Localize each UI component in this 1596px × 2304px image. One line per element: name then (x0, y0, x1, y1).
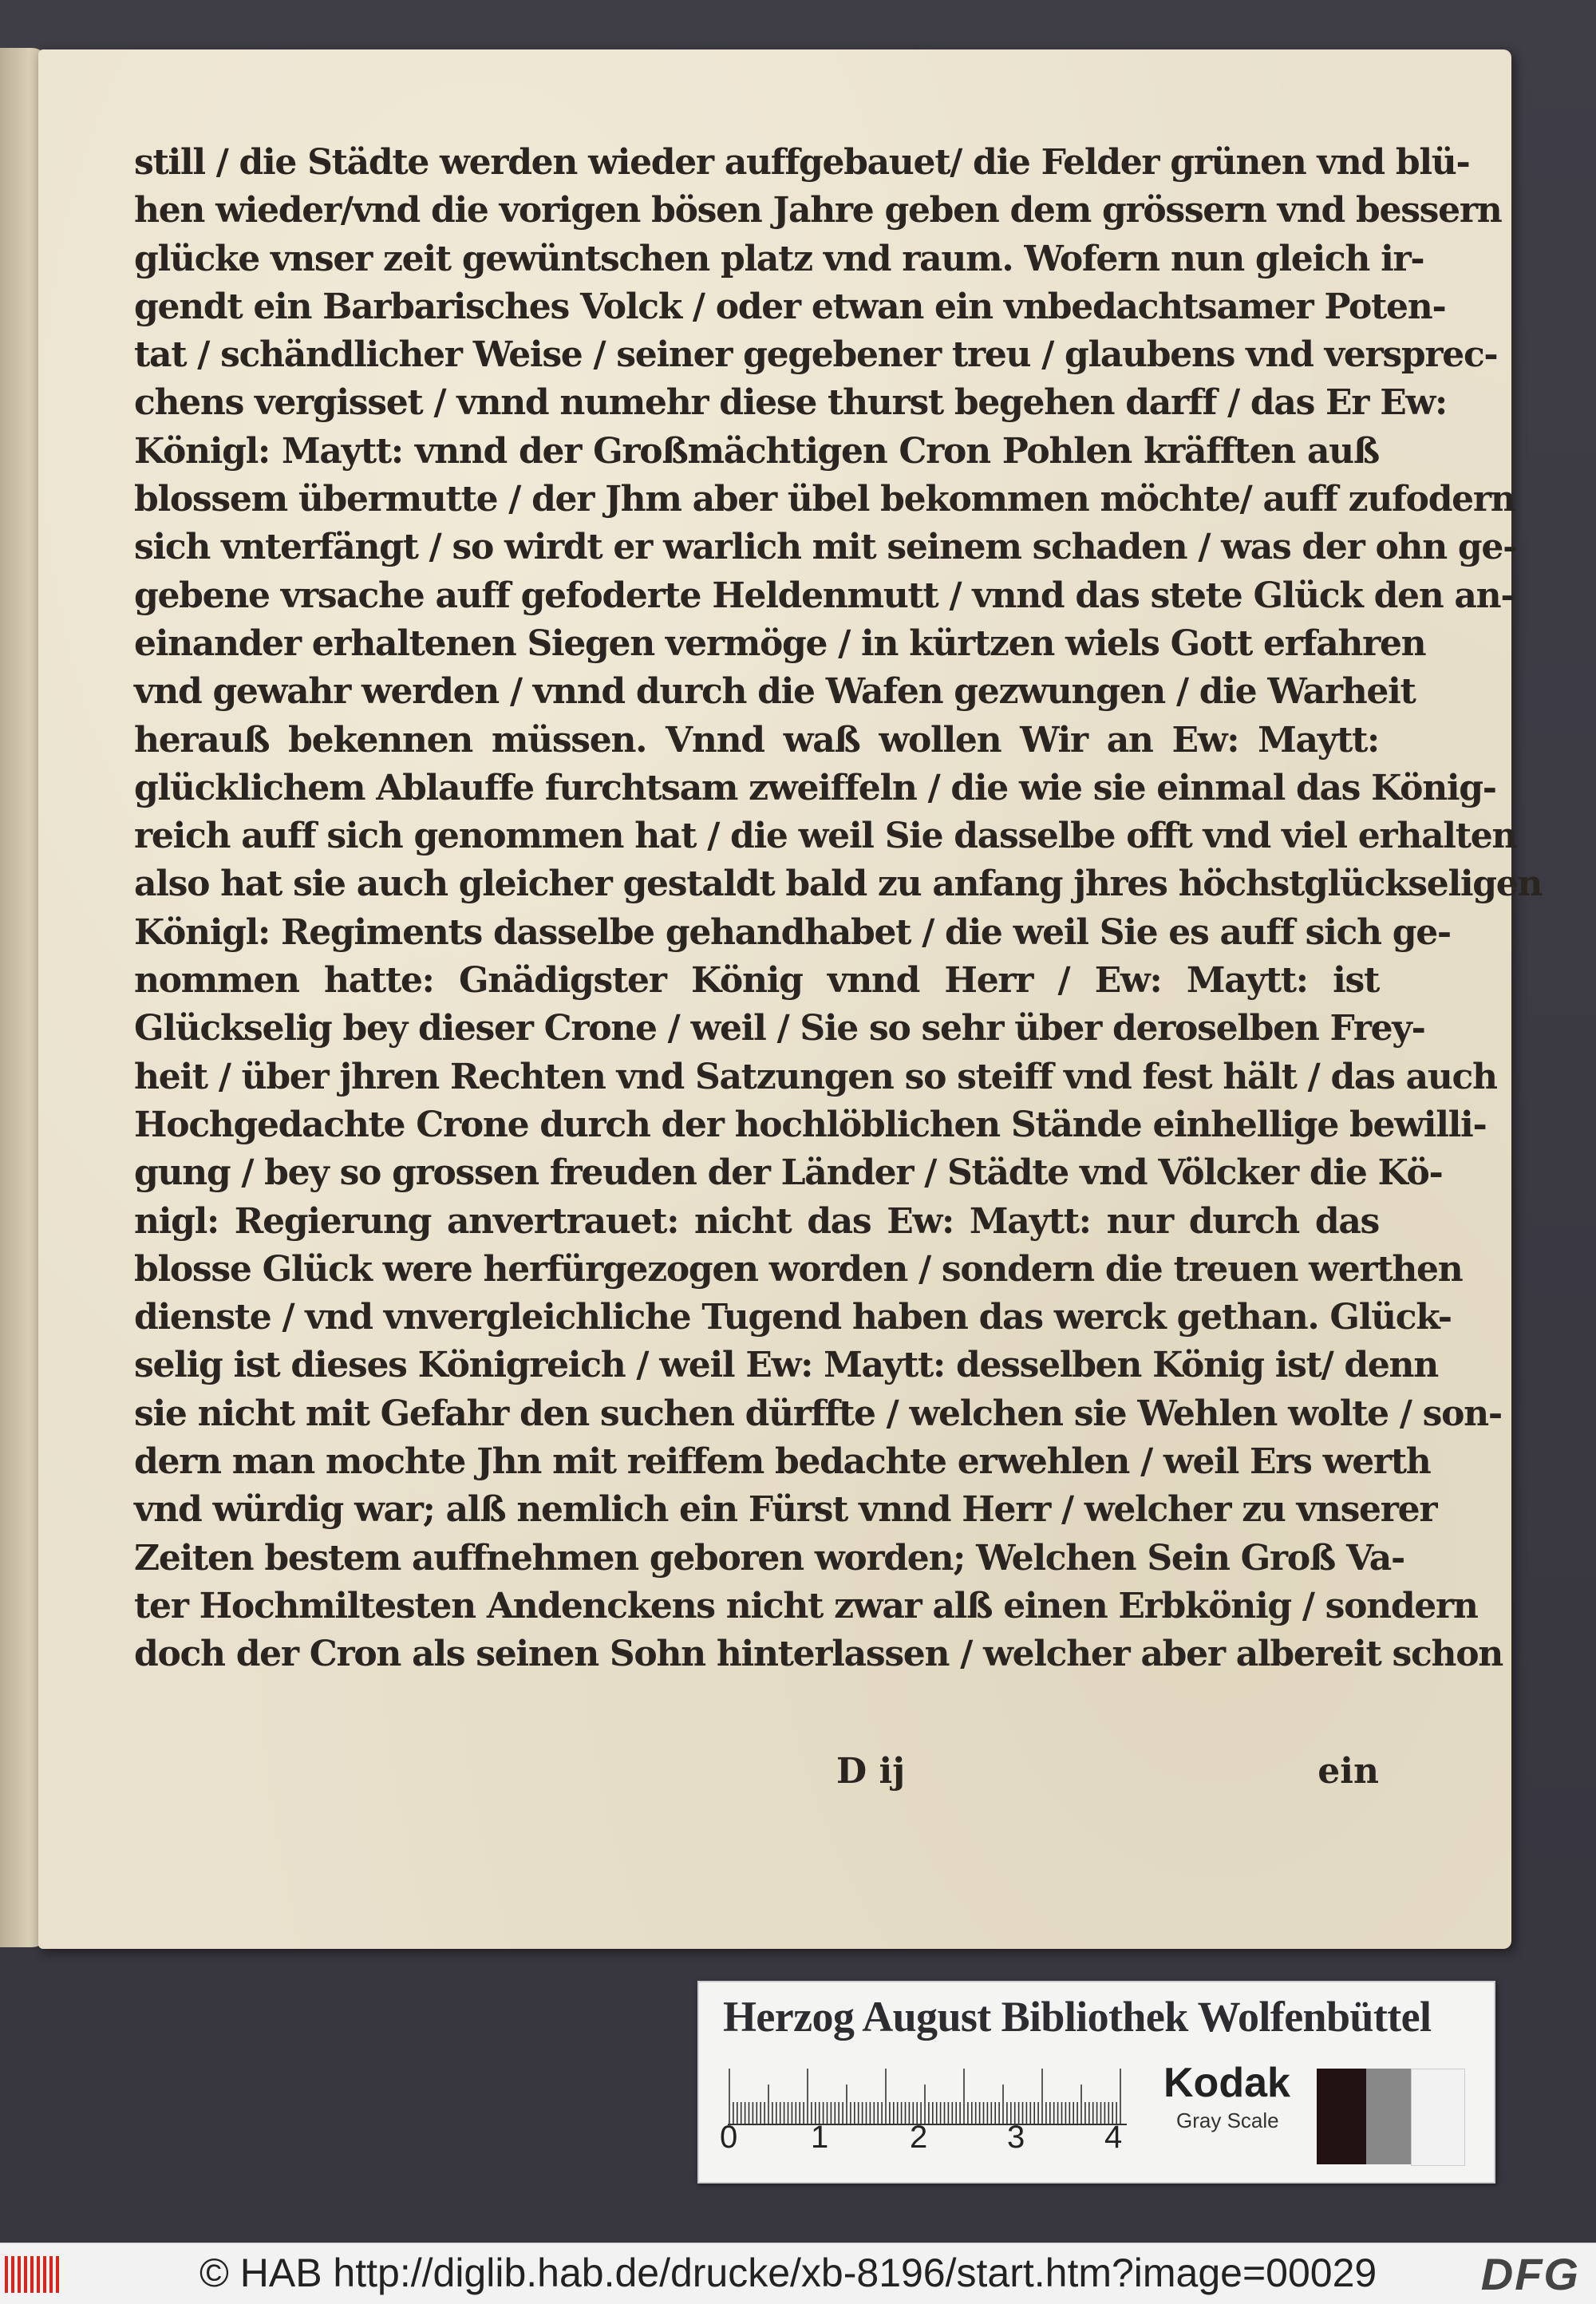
text-line: dern man mochte Jhn mit reiffem bedachte erwehlen / weil Ers werth (134, 1441, 1431, 1483)
footer-bar (0, 2243, 1596, 2304)
text-line: sich vnterfängt / so wirdt er warlich mit seinem schaden / was der ohn ge- (134, 527, 1517, 568)
text-line: reich auff sich genommen hat / die weil Sie dasselbe offt vnd viel erhalten (134, 816, 1517, 857)
text-line: Hochgedachte Crone durch der hochlöblichen Stände einhellige bewilli- (134, 1104, 1487, 1145)
copyright-url[interactable]: © HAB http://diglib.hab.de/drucke/xb-8196/start.htm?image=00029 (200, 2251, 1377, 2295)
text-line: still / die Städte werden wieder auffgebauet/ die Felder grünen vnd blü- (134, 142, 1470, 183)
text-line: einander erhaltenen Siegen vermöge / in kürtzen wiels Gott erfahren (134, 622, 1426, 664)
text-line: blossem übermutte / der Jhm aber übel bekommen möchte/ auff zufodern (134, 479, 1515, 520)
calibration-card (697, 1981, 1495, 2183)
gray-swatch-light (1411, 2069, 1465, 2166)
text-line: ter Hochmiltesten Andenckens nicht zwar alß einen Erbkönig / sondern (134, 1585, 1478, 1626)
gray-swatch-mid (1366, 2069, 1411, 2164)
signature-mark: D ij (836, 1751, 906, 1792)
ruler-number: 3 (1007, 2120, 1025, 2155)
ruler-number: 1 (811, 2120, 829, 2155)
kodak-brand: Kodak (1163, 2060, 1290, 2106)
text-line: gebene vrsache auff gefoderte Heldenmutt / vnnd das stete Glück den an- (134, 575, 1515, 616)
text-line: gendt ein Barbarisches Volck / oder etwan ein vnbedachtsamer Poten- (134, 286, 1446, 327)
page-text (134, 139, 1543, 1679)
text-line: doch der Cron als seinen Sohn hinterlassen / welcher aber albereit schon (134, 1634, 1503, 1675)
gray-swatch-dark (1317, 2069, 1366, 2164)
text-line: tat / schändlicher Weise / seiner gegebener treu / glaubens vnd versprec- (134, 334, 1498, 376)
page-footer-line (134, 1751, 1379, 1799)
catchword: ein (1317, 1751, 1379, 1792)
text-line: also hat sie auch gleicher gestaldt bald zu anfang jhres höchstglückseligen (134, 864, 1543, 905)
text-line: sie nicht mit Gefahr den suchen dürffte / welchen sie Wehlen wolte / son- (134, 1393, 1502, 1434)
text-line: dienste / vnd vnvergleichliche Tugend haben das werck gethan. Glück- (134, 1297, 1452, 1338)
ruler-number: 4 (1104, 2120, 1123, 2155)
ruler-scale (728, 2062, 1127, 2126)
text-line: heit / über jhren Rechten vnd Satzungen so steiff vnd fest hält / das auch (134, 1056, 1497, 1097)
text-line: hen wieder/vnd die vorigen bösen Jahre geben dem grössern vnd bessern (134, 190, 1502, 231)
text-line: Königl: Regiments dasselbe gehandhabet / die weil Sie es auff sich ge- (134, 911, 1451, 953)
ruler-number: 2 (910, 2120, 928, 2155)
text-line: vnd würdig war; alß nemlich ein Fürst vnnd Herr / welcher zu vnserer (134, 1489, 1437, 1531)
text-line: nommen hatte: Gnädigster König vnnd Herr / Ew: Maytt: ist (134, 960, 1379, 1002)
text-line: glücklichem Ablauffe furchtsam zweiffeln / die wie sie einmal das König- (134, 767, 1496, 808)
text-line: herauß bekennen müssen. Vnnd waß wollen Wir an Ew: Maytt: (134, 719, 1379, 761)
ruler-number: 0 (720, 2120, 738, 2155)
text-line: selig ist dieses Königreich / weil Ew: Maytt: desselben König ist/ denn (134, 1345, 1438, 1386)
text-line: Zeiten bestem auffnehmen geboren worden; Welchen Sein Groß Va- (134, 1537, 1404, 1579)
text-line: Königl: Maytt: vnnd der Großmächtigen Cron Pohlen kräfften auß (134, 430, 1379, 472)
text-line: nigl: Regierung anvertrauet: nicht das Ew: Maytt: nur durch das (134, 1200, 1379, 1242)
book-page (38, 49, 1543, 1949)
text-line: glücke vnser zeit gewüntschen platz vnd raum. Wofern nun gleich ir- (134, 238, 1424, 279)
text-line: vnd gewahr werden / vnnd durch die Wafen gezwungen / die Warheit (134, 671, 1416, 713)
text-line: Glückselig bey dieser Crone / weil / Sie so sehr über deroselben Frey- (134, 1008, 1425, 1049)
dfg-logo: DFG (1480, 2249, 1580, 2299)
library-name: Herzog August Bibliothek Wolfenbüttel (723, 1993, 1432, 2041)
barcode-logo-icon (0, 2250, 72, 2298)
text-line: chens vergisset / vnnd numehr diese thurst begehen darff / das Er Ew: (134, 382, 1447, 424)
gray-scale-label: Gray Scale (1176, 2108, 1279, 2132)
text-line: blosse Glück were herfürgezogen worden / sondern die treuen werthen (134, 1248, 1463, 1290)
text-line: gung / bey so grossen freuden der Länder / Städte vnd Völcker die Kö- (134, 1152, 1443, 1194)
